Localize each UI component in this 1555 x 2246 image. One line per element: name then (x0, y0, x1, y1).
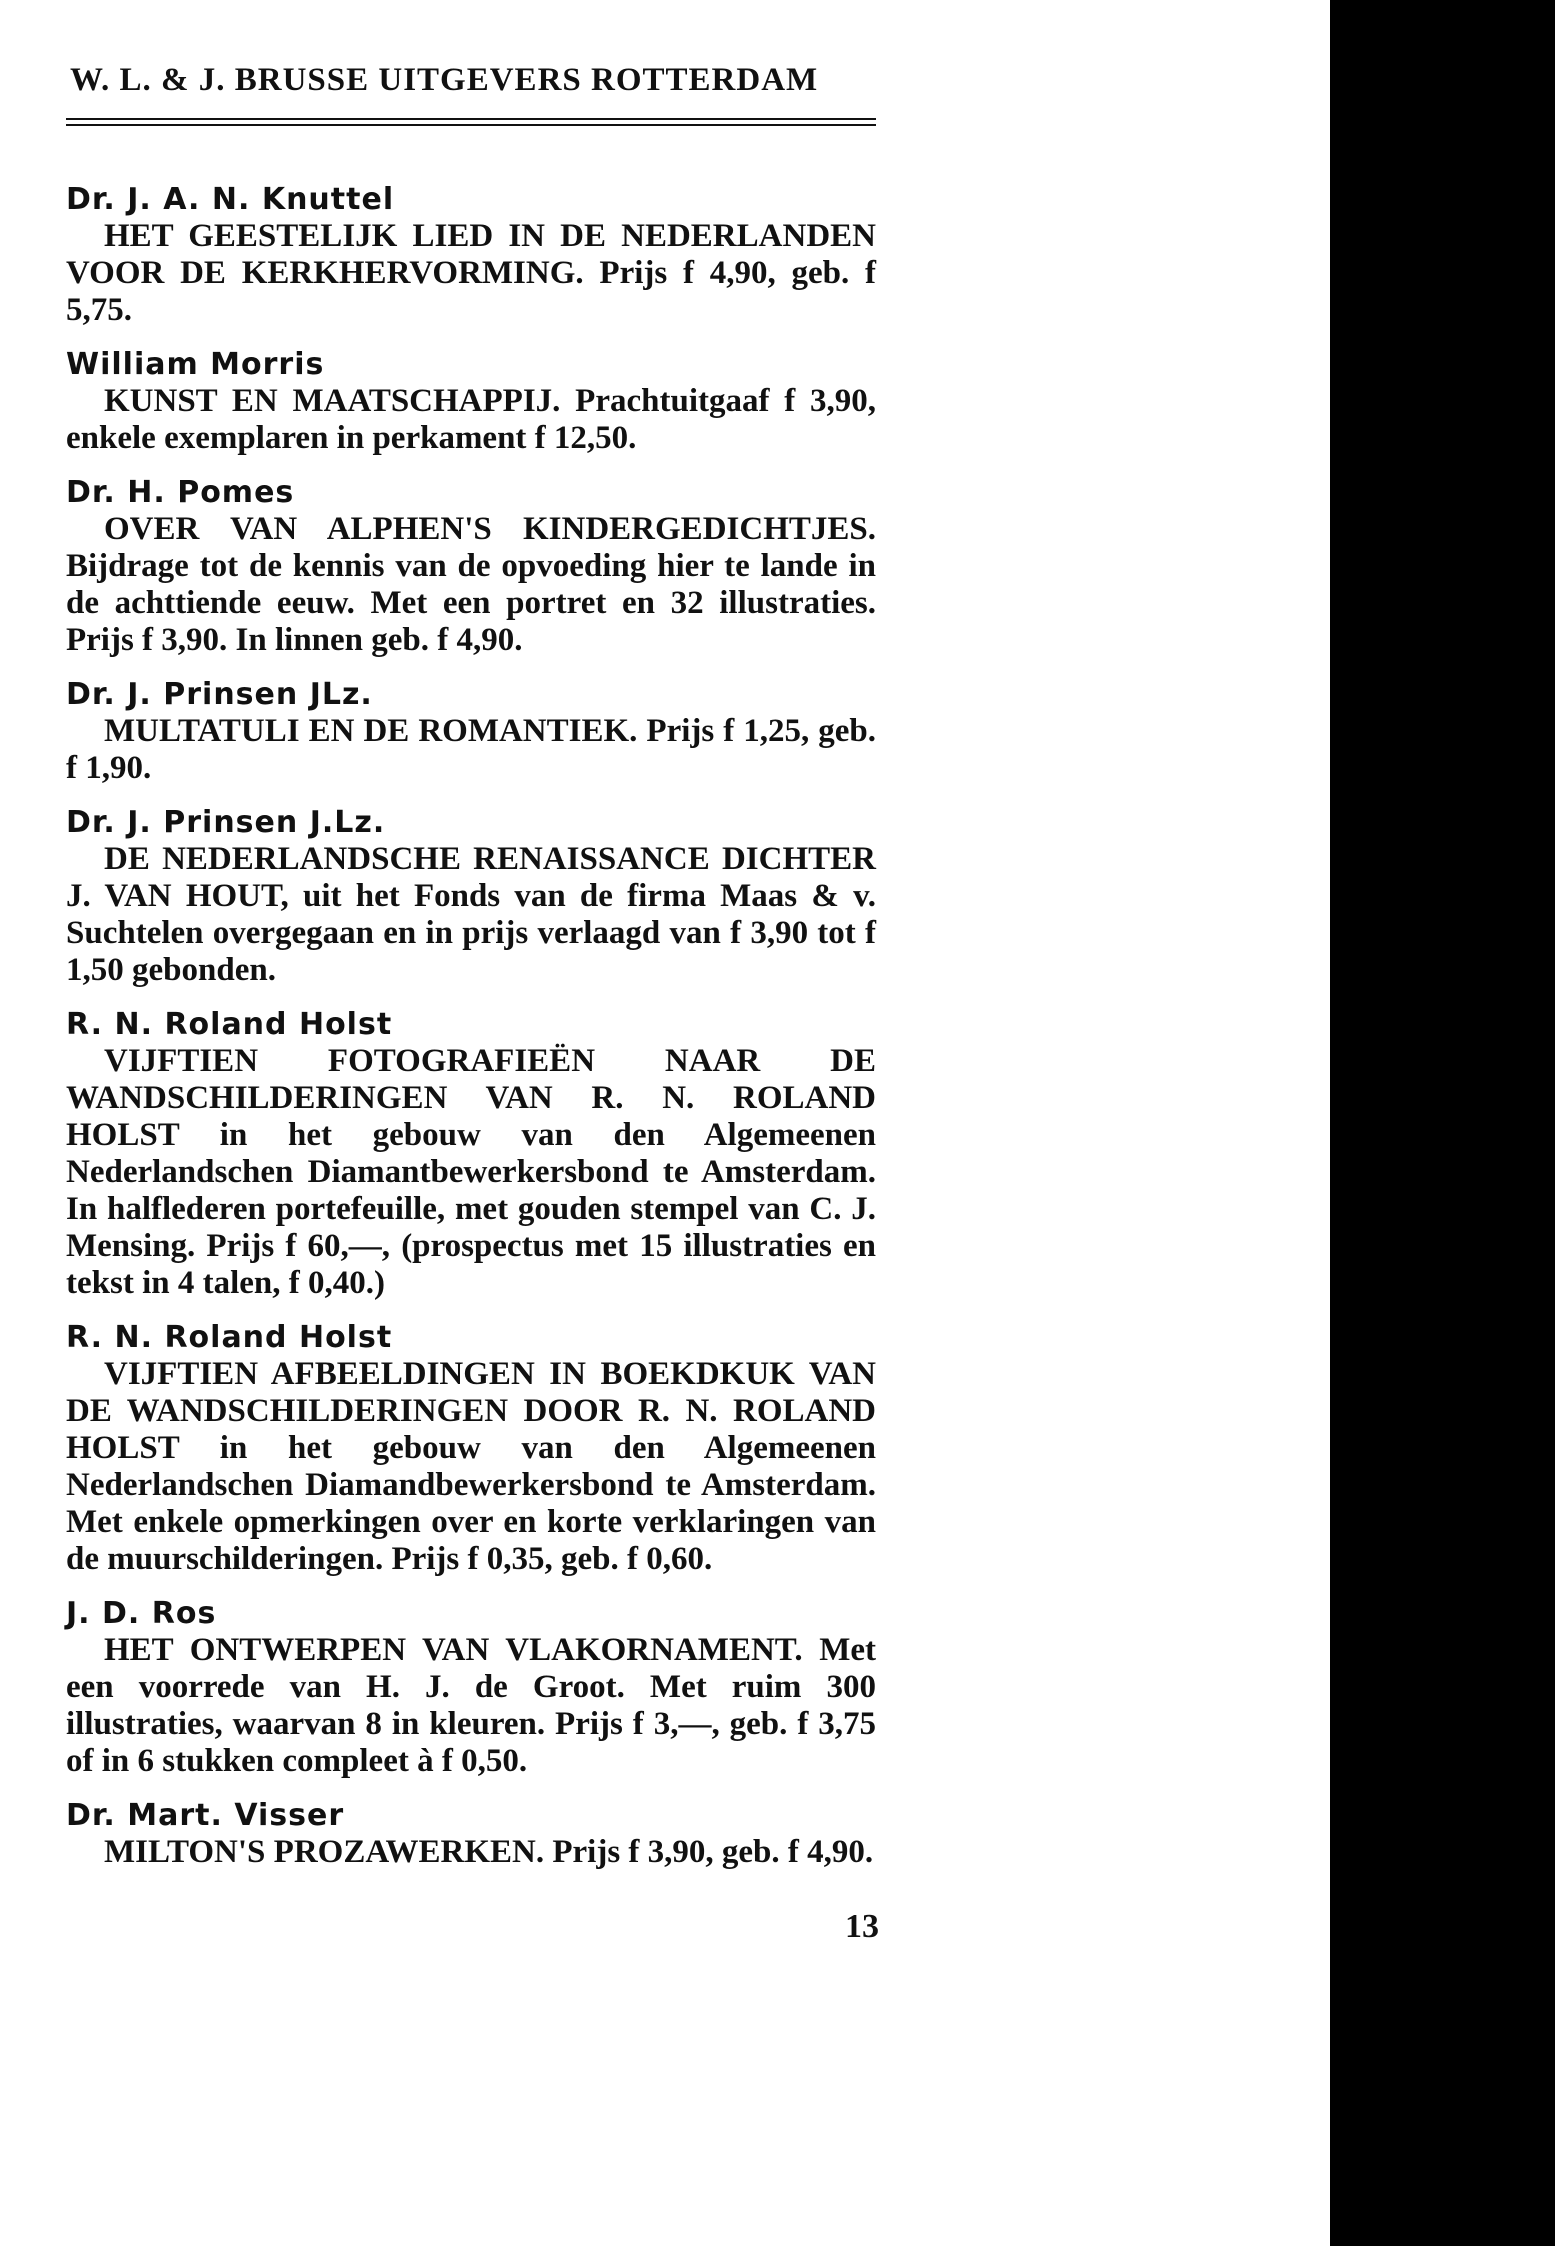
book-entry (66, 1596, 876, 1780)
header-rule-top (66, 118, 876, 120)
entry-description: MILTON'S PROZAWERKEN. Prijs f 3,90, geb. f 4,90. (104, 1834, 874, 1870)
publisher-header: W. L. & J. BRUSSE UITGEVERS ROTTERDAM (70, 62, 819, 98)
header-rule-bottom (66, 124, 876, 126)
book-entry (66, 1798, 876, 1871)
entry-author: J. D. Ros (66, 1596, 217, 1631)
entry-author: R. N. Roland Holst (66, 1007, 393, 1042)
book-entry (66, 805, 876, 989)
entry-description: DE NEDERLANDSCHE RENAISSANCE DICHTER J. VAN HOUT, uit het Fonds van de firma Maas & v. Suchtelen overgegaan en in prijs verlaagd van f 3,90 tot f 1,50 gebonden. (66, 841, 876, 988)
book-entry (66, 347, 876, 457)
entry-author: Dr. J. Prinsen J.Lz. (66, 805, 386, 840)
entry-description: KUNST EN MAATSCHAPPIJ. Prachtuitgaaf f 3,90, enkele exemplaren in perkament f 12,50. (66, 383, 876, 456)
book-entry (66, 677, 876, 787)
scan-edge-band (1330, 0, 1555, 2246)
book-entry (66, 475, 876, 659)
book-entry (66, 1007, 876, 1302)
entry-description: VIJFTIEN FOTOGRAFIEËN NAAR DE WANDSCHILDERINGEN VAN R. N. ROLAND HOLST in het gebouw van den Algemeenen Nederlandschen Diamantbewerkersbond te Amsterdam. In halflederen portefeuille, met gouden stempel van C. J. Mensing. Prijs f 60,—, (prospectus met 15 illustraties en tekst in 4 talen, f 0,40.) (66, 1043, 876, 1301)
book-entry (66, 1320, 876, 1578)
entry-author: R. N. Roland Holst (66, 1320, 393, 1355)
text-column (66, 60, 876, 1889)
entry-author: Dr. J. A. N. Knuttel (66, 182, 395, 217)
entry-author: Dr. Mart. Visser (66, 1798, 345, 1833)
entry-description: OVER VAN ALPHEN'S KINDERGEDICHTJES. Bijdrage tot de kennis van de opvoeding hier te lande in de achttiende eeuw. Met een portret en 32 illustraties. Prijs f 3,90. In linnen geb. f 4,90. (66, 511, 876, 658)
entry-description: VIJFTIEN AFBEELDINGEN IN BOEKDKUK VAN DE WANDSCHILDERINGEN DOOR R. N. ROLAND HOLST in het gebouw van den Algemeenen Nederlandschen Diamandbewerkersbond te Amsterdam. Met enkele opmerkingen over en korte verklaringen van de muurschilderingen. Prijs f 0,35, geb. f 0,60. (66, 1356, 876, 1577)
entry-author: Dr. J. Prinsen JLz. (66, 677, 373, 712)
page-number: 13 (845, 1908, 879, 1945)
entry-description: HET ONTWERPEN VAN VLAKORNAMENT. Met een voorrede van H. J. de Groot. Met ruim 300 illustraties, waarvan 8 in kleuren. Prijs f 3,—, geb. f 3,75 of in 6 stukken compleet à f 0,50. (66, 1632, 876, 1779)
entry-description: HET GEESTELIJK LIED IN DE NEDERLANDEN VOOR DE KERKHERVORMING. Prijs f 4,90, geb. f 5,75. (66, 218, 876, 328)
entry-author: Dr. H. Pomes (66, 475, 295, 510)
entry-author: William Morris (66, 347, 325, 382)
entry-description: MULTATULI EN DE ROMANTIEK. Prijs f 1,25, geb. f 1,90. (66, 713, 876, 786)
book-entry (66, 182, 876, 329)
